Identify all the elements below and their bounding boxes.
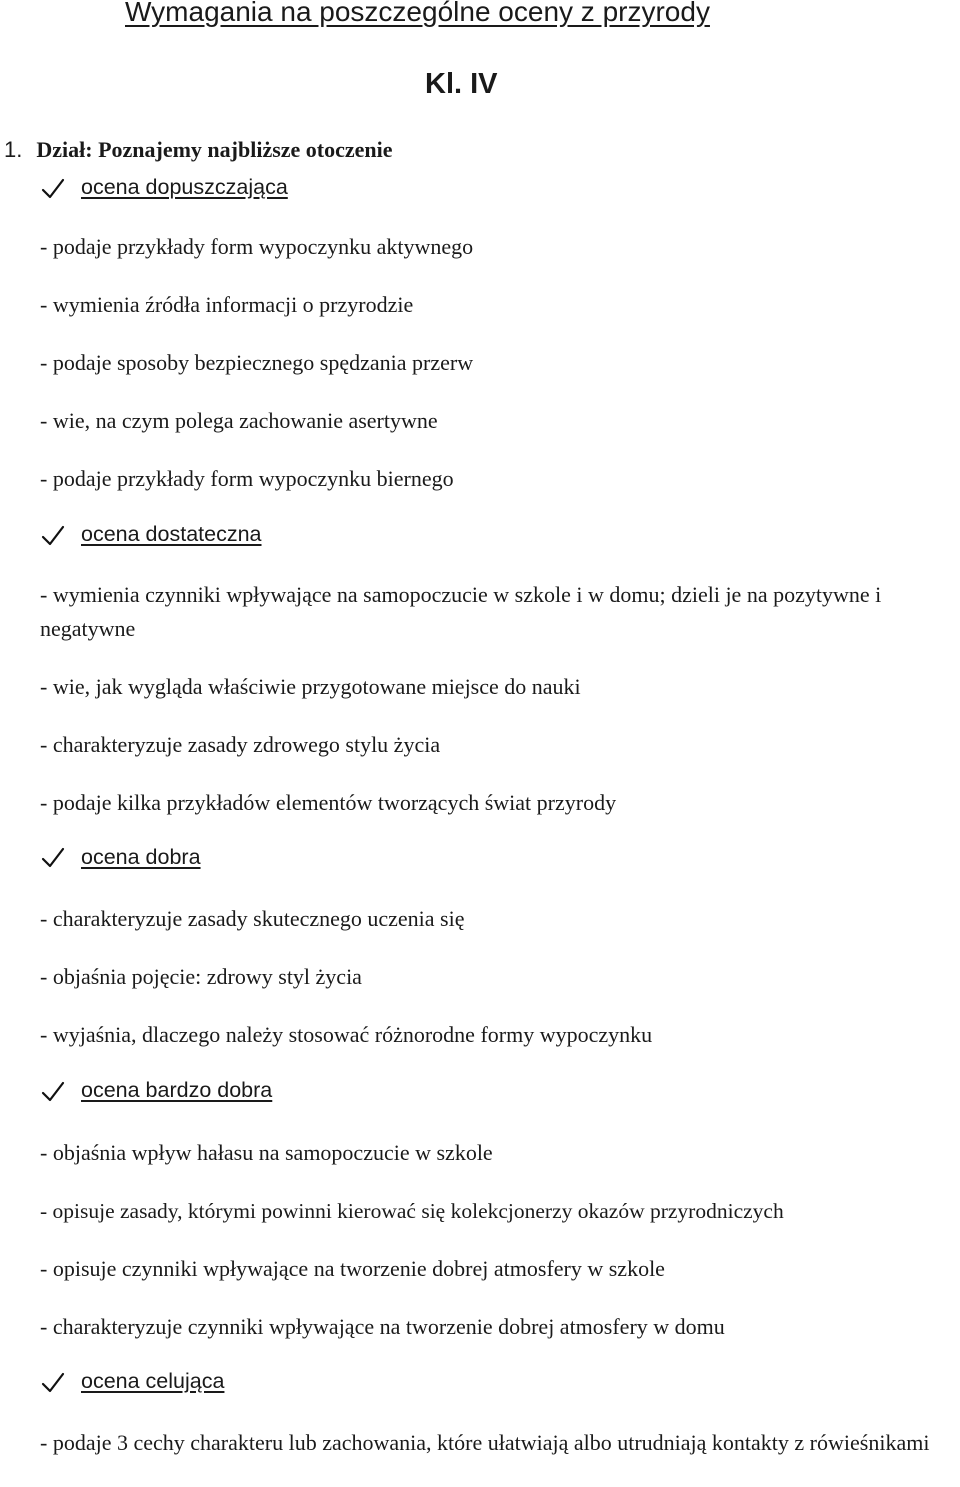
list-item: - charakteryzuje czynniki wpływające na tworzenie dobrej atmosfery w domu (40, 1314, 725, 1339)
list-item: - wymienia czynniki wpływające na samopoczucie w szkole i w domu; dzieli je na pozytywne i negatywne (40, 582, 882, 641)
section-title: Dział: Poznajemy najbliższe otoczenie (36, 137, 393, 162)
list-item: - objaśnia pojęcie: zdrowy styl życia (40, 964, 362, 989)
checkmark-icon (40, 1079, 66, 1105)
list-item: - wie, jak wygląda właściwie przygotowane miejsce do nauki (40, 674, 581, 699)
list-item: - opisuje czynniki wpływające na tworzenie dobrej atmosfery w szkole (40, 1256, 665, 1281)
section-number: 1. (4, 137, 23, 162)
checkmark-icon (40, 176, 66, 202)
checkmark-icon (40, 845, 66, 871)
class-label: Kl. IV (425, 68, 498, 100)
grade-heading-bardzo-dobra: ocena bardzo dobra (81, 1078, 273, 1102)
grade-heading-dobra: ocena dobra (81, 845, 201, 869)
section-heading (4, 137, 393, 163)
checkmark-icon (40, 523, 66, 549)
list-item: - podaje sposoby bezpiecznego spędzania przerw (40, 350, 474, 375)
list-item: - podaje przykłady form wypoczynku aktywnego (40, 234, 474, 259)
list-item: - charakteryzuje zasady skutecznego uczenia się (40, 906, 465, 931)
grade-heading-celujaca: ocena celująca (81, 1369, 225, 1393)
list-item: - wymienia źródła informacji o przyrodzie (40, 292, 414, 317)
document-title: Wymagania na poszczególne oceny z przyrody (125, 0, 710, 27)
list-item: - charakteryzuje zasady zdrowego stylu życia (40, 732, 441, 757)
list-item: - opisuje zasady, którymi powinni kierować się kolekcjonerzy okazów przyrodniczych (40, 1199, 784, 1223)
list-item: - wie, na czym polega zachowanie asertywne (40, 408, 438, 433)
list-item: - objaśnia wpływ hałasu na samopoczucie w szkole (40, 1140, 493, 1165)
list-item: - podaje 3 cechy charakteru lub zachowania, które ułatwiają albo utrudniają kontakty z rówieśnikami (40, 1430, 930, 1455)
grade-heading-dostateczna: ocena dostateczna (81, 522, 262, 546)
list-item: - podaje kilka przykładów elementów tworzących świat przyrody (40, 790, 617, 815)
list-item: - podaje przykłady form wypoczynku biernego (40, 466, 454, 491)
list-item: - wyjaśnia, dlaczego należy stosować różnorodne formy wypoczynku (40, 1022, 653, 1047)
grade-heading-dopuszczajaca: ocena dopuszczająca (81, 175, 288, 199)
checkmark-icon (40, 1370, 66, 1396)
